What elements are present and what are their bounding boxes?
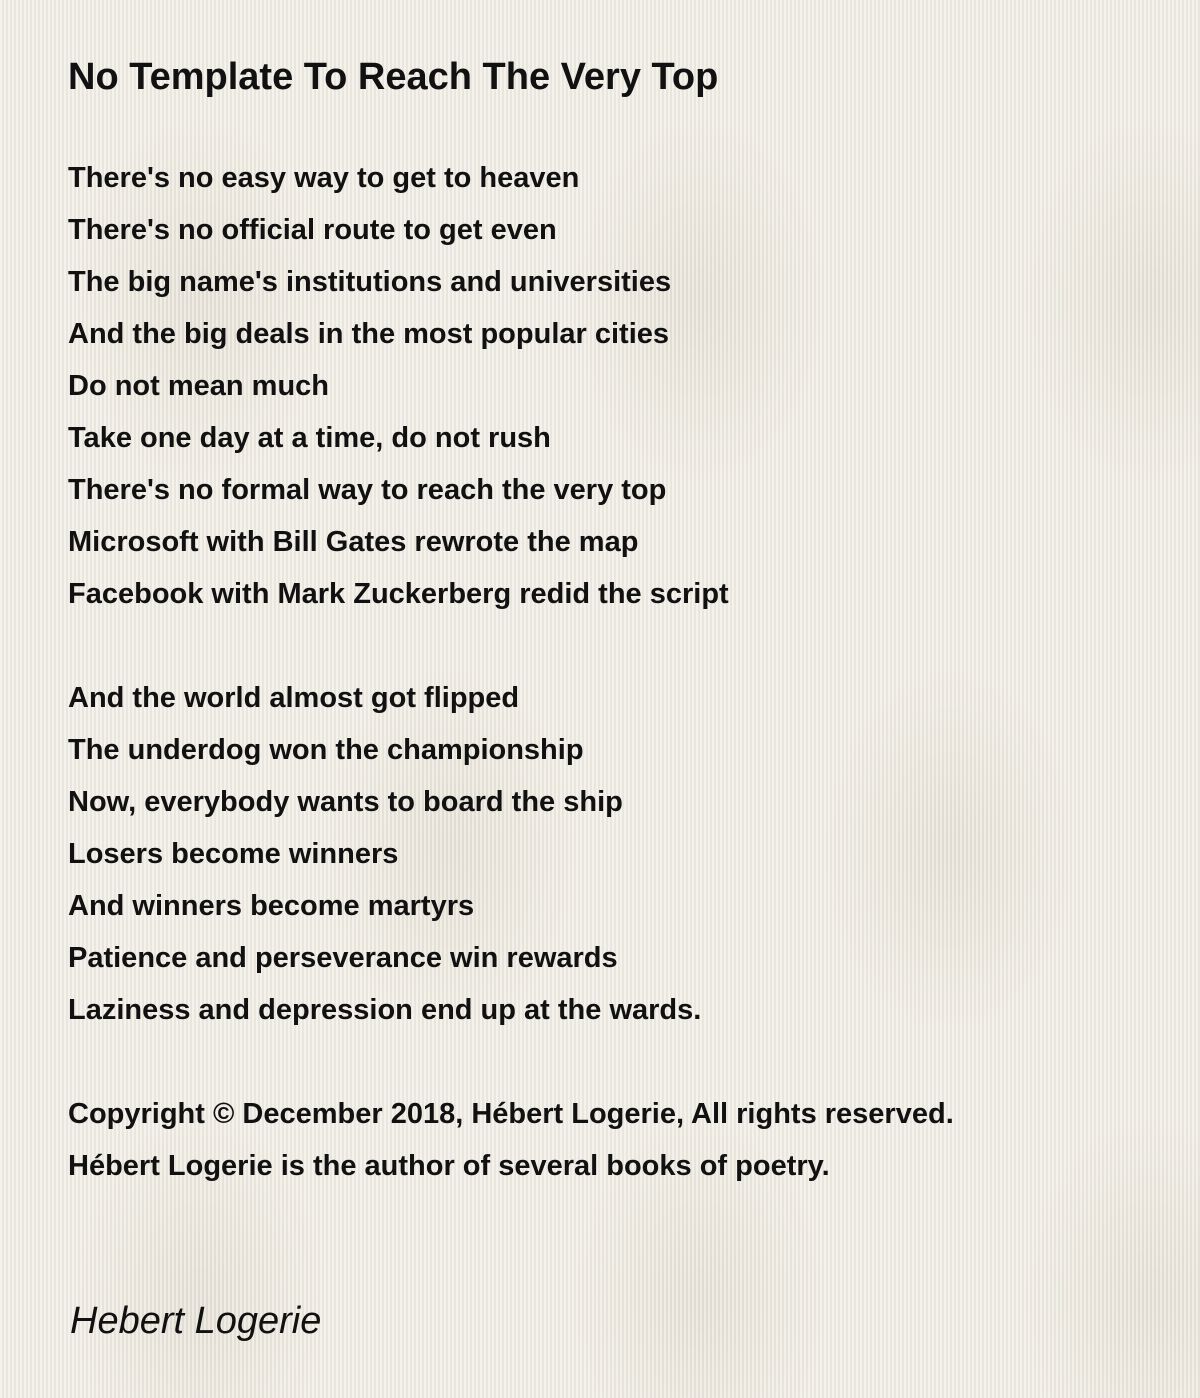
poem-line: Do not mean much [68,370,330,402]
copyright-line: Copyright © December 2018, Hébert Logerie, All rights reserved. [68,1098,954,1130]
poem-line: And winners become martyrs [68,890,475,922]
author-bio-line: Hébert Logerie is the author of several books of poetry. [68,1150,830,1182]
poem-line: Microsoft with Bill Gates rewrote the map [68,526,639,558]
poem-line: Now, everybody wants to board the ship [68,786,623,818]
author-name: Hebert Logerie [70,1300,322,1342]
poem-line: The big name's institutions and universities [68,266,672,298]
poem-line: And the big deals in the most popular cities [68,318,670,350]
stanza-1 [68,152,1160,620]
poem-line: There's no formal way to reach the very top [68,474,667,506]
poem-line: Laziness and depression end up at the wards. [68,994,702,1026]
poem-body [68,152,1160,1192]
poem-line: There's no easy way to get to heaven [68,162,580,194]
poem-line: Losers become winners [68,838,399,870]
poem-title: No Template To Reach The Very Top [68,56,719,98]
poem-line: Take one day at a time, do not rush [68,422,551,454]
poem-line: There's no official route to get even [68,214,557,246]
stanza-divider [68,620,1160,672]
copyright-notice [68,1088,1160,1192]
poem-line: Patience and perseverance win rewards [68,942,618,974]
poem-line: And the world almost got flipped [68,682,520,714]
stanza-divider [68,1036,1160,1088]
poem-page [68,54,1160,1192]
stanza-2 [68,672,1160,1036]
poem-line: The underdog won the championship [68,734,584,766]
poem-line: Facebook with Mark Zuckerberg redid the script [68,578,729,610]
